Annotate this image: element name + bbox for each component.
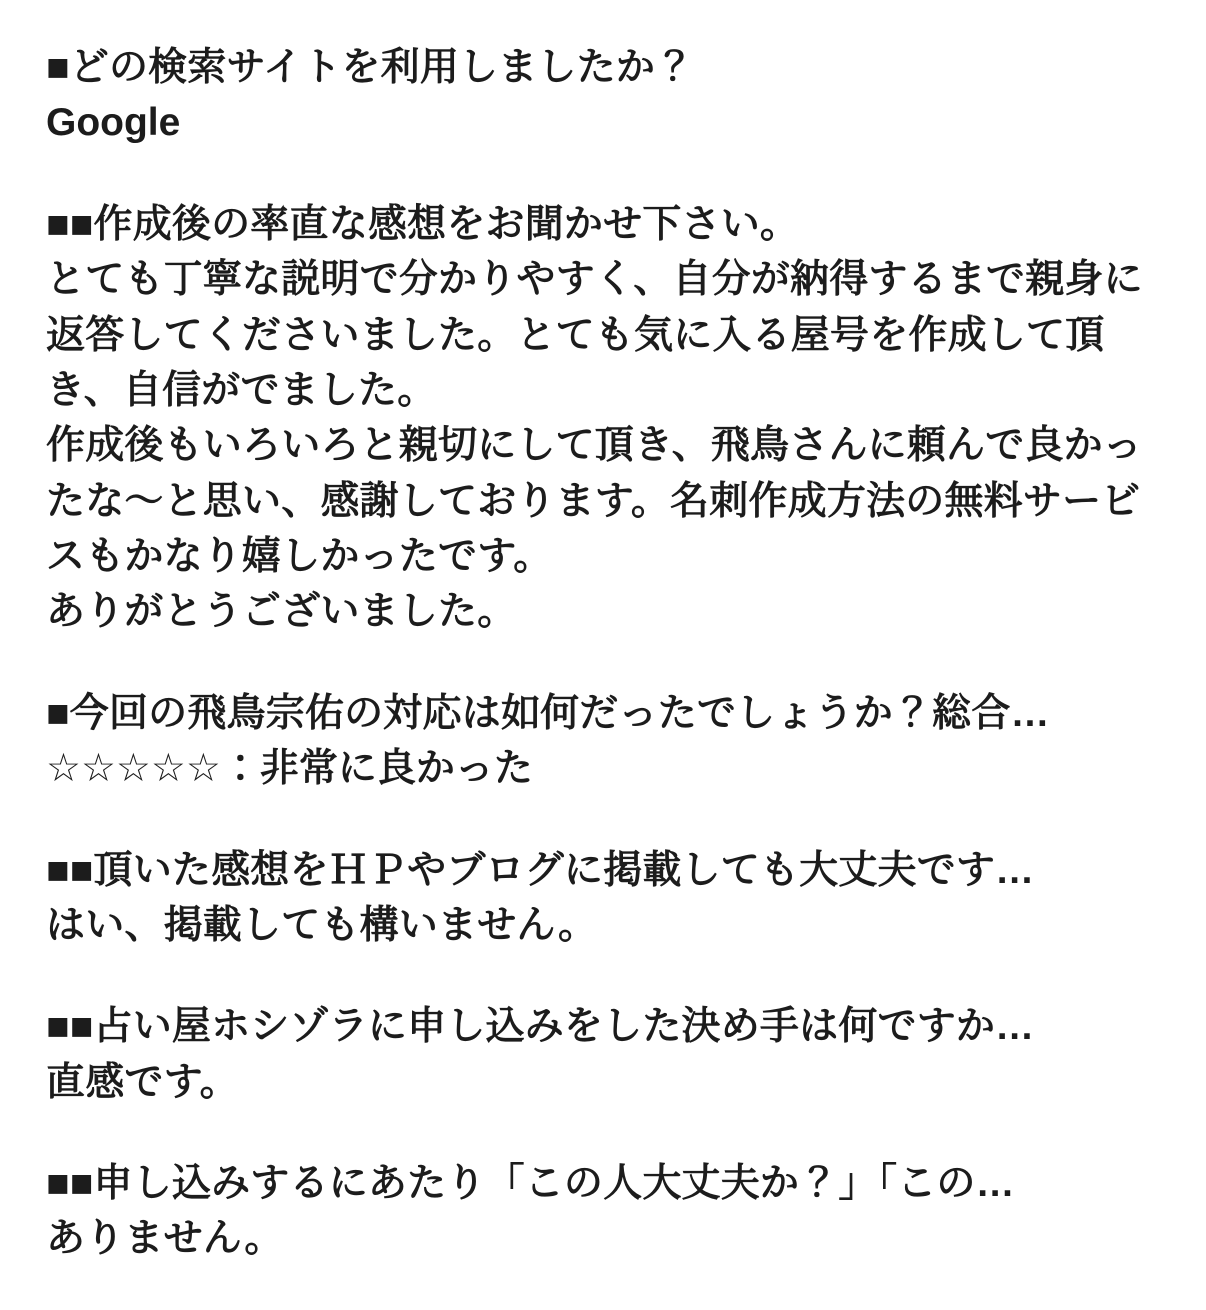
answer-text: とても丁寧な説明で分かりやすく、自分が納得するまで親身に返答してくださいました。とても気に入る屋号を作成して頂き、自信がでました。 作成後もいろいろと親切にして頂き、飛鳥さんに頼んで良かったな〜と思い、感謝しております。名刺作成方法の無料サービスもかなり嬉しかったです。 ありがとうございました。 bbox=[46, 258, 1143, 634]
question-text: ■■頂いた感想をＨＰやブログに掲載しても大丈夫です… bbox=[46, 848, 1035, 892]
answer-text: Google bbox=[46, 101, 181, 145]
qa-block-rating bbox=[46, 686, 1160, 797]
qa-block-search-site bbox=[46, 40, 1160, 151]
question-text: ■■作成後の率直な感想をお聞かせ下さい。 bbox=[46, 202, 800, 246]
question-text: ■今回の飛鳥宗佑の対応は如何だったでしょうか？総合… bbox=[46, 691, 1050, 735]
question-text: ■■申し込みするにあたり「この人大丈夫か？」「この… bbox=[46, 1162, 1015, 1205]
qa-block-impressions bbox=[46, 197, 1160, 640]
answer-text: 直感です。 bbox=[46, 1060, 239, 1104]
qa-block-publish-permission bbox=[46, 843, 1160, 954]
qa-block-decisive-factor bbox=[46, 999, 1160, 1110]
answer-text: はい、掲載しても構いません。 bbox=[46, 903, 598, 947]
rating-value: ☆☆☆☆☆：非常に良かった bbox=[46, 747, 533, 791]
question-text: ■■占い屋ホシゾラに申し込みをした決め手は何ですか… bbox=[46, 1005, 1035, 1049]
qa-block-concerns bbox=[46, 1156, 1160, 1267]
answer-text: ありません。 bbox=[46, 1217, 284, 1261]
question-text: ■どの検索サイトを利用しましたか？ bbox=[46, 46, 695, 89]
